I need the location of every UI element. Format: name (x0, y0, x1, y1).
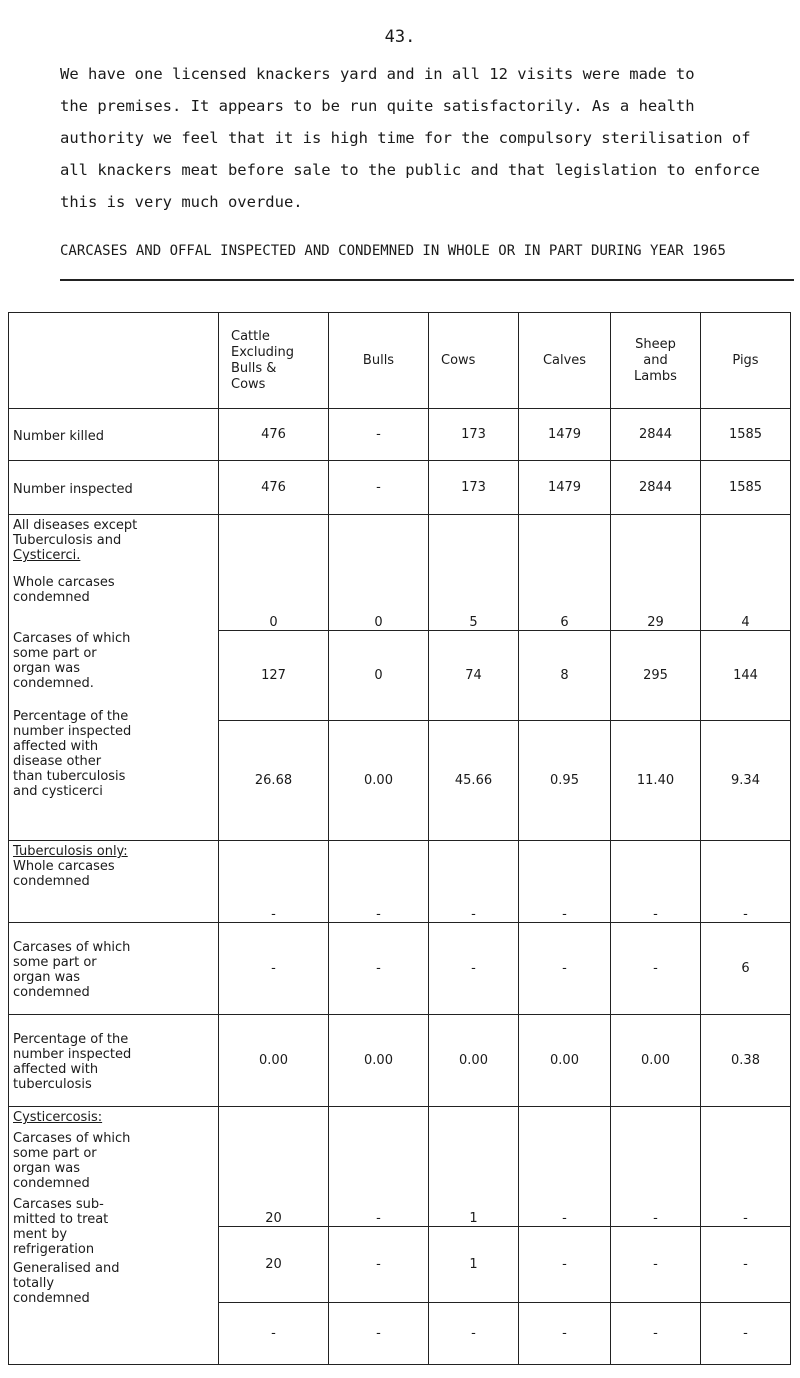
section-cysticercosis (9, 1107, 219, 1365)
label-line: Sheep (635, 336, 676, 352)
label-line: number inspected (13, 1047, 132, 1062)
row-label (13, 1197, 214, 1257)
col-header-cows: Cows (429, 313, 519, 409)
table-cell: 8 (519, 631, 611, 721)
row-all-whole (9, 515, 791, 631)
table-cell: - (701, 841, 791, 923)
label-line: Excluding (231, 344, 295, 360)
label-line: condemned (13, 590, 90, 605)
row-label (13, 709, 214, 799)
row-label (9, 937, 218, 1000)
label-line: Carcases sub- (13, 1197, 104, 1212)
paragraph-line: the premises. It appears to be run quite satisfactorily. As a health (60, 97, 695, 115)
intro-paragraph (60, 58, 800, 218)
table-cell: - (329, 841, 429, 923)
header-row (9, 313, 791, 409)
section-title: Tuberculosis and (13, 533, 122, 548)
table-cell: - (701, 1303, 791, 1365)
row-tb-part (9, 923, 791, 1015)
col-header-sheep (611, 313, 701, 409)
table-cell: - (429, 923, 519, 1015)
label-line: Carcases of which (13, 940, 131, 955)
table-cell: - (329, 923, 429, 1015)
table-cell: 1 (429, 1107, 519, 1227)
label-line: number inspected (13, 724, 132, 739)
table-cell: 9.34 (701, 721, 791, 841)
table-cell: - (219, 1303, 329, 1365)
paragraph-line: this is very much overdue. (60, 193, 303, 211)
row-tb-whole (9, 841, 791, 923)
label-line: condemned (13, 1176, 90, 1191)
col-header-bulls: Bulls (329, 313, 429, 409)
table-cell: 476 (219, 409, 329, 461)
table-cell: 20 (219, 1107, 329, 1227)
label-line: some part or (13, 1146, 97, 1161)
table-cell: - (611, 1107, 701, 1227)
table-cell: - (329, 1227, 429, 1303)
table-cell: - (519, 1227, 611, 1303)
col-header-cattle (219, 313, 329, 409)
label-line: Percentage of the (13, 709, 129, 724)
row-tb-pct (9, 1015, 791, 1107)
label-line: tuberculosis (13, 1077, 92, 1092)
table-cell: - (329, 461, 429, 515)
table-cell: 173 (429, 461, 519, 515)
label-line: and (643, 352, 668, 368)
label-line: Percentage of the (13, 1032, 129, 1047)
table-cell: 4 (701, 515, 791, 631)
table-cell: - (429, 841, 519, 923)
table-cell: - (329, 1303, 429, 1365)
table-cell: 45.66 (429, 721, 519, 841)
table-cell: - (611, 1227, 701, 1303)
paragraph-line: We have one licensed knackers yard and in all 12 visits were made to (60, 65, 695, 83)
table-cell: - (329, 409, 429, 461)
label-line: than tuberculosis (13, 769, 126, 784)
heading-rule (60, 279, 794, 281)
label-line: ment by (13, 1227, 68, 1242)
row-cyst-part (9, 1107, 791, 1227)
table-cell: 11.40 (611, 721, 701, 841)
carcases-table (8, 312, 791, 1365)
label-line: Generalised and (13, 1261, 120, 1276)
label-line: Carcases of which (13, 631, 131, 646)
row-label (13, 859, 214, 889)
table-cell: 5 (429, 515, 519, 631)
label-line: affected with (13, 739, 99, 754)
section-title: Cysticerci. (13, 548, 81, 563)
label-line: condemned (13, 874, 90, 889)
label-line: Cows (231, 376, 266, 392)
label-line: Whole carcases (13, 859, 115, 874)
label-line: Lambs (634, 368, 677, 384)
table-cell: - (611, 841, 701, 923)
table-cell: - (701, 1107, 791, 1227)
label-line: affected with (13, 1062, 99, 1077)
label-line: organ was (13, 1161, 81, 1176)
table-cell: 1479 (519, 461, 611, 515)
table-cell: 0.00 (519, 1015, 611, 1107)
table-cell: - (519, 841, 611, 923)
table-cell: - (219, 841, 329, 923)
table-cell: 1585 (701, 461, 791, 515)
label-line: organ was (13, 970, 81, 985)
label-line: Cattle (231, 328, 270, 344)
table-cell: - (329, 1107, 429, 1227)
table-cell: 2844 (611, 409, 701, 461)
row-label: Number killed (13, 428, 104, 444)
label-line: some part or (13, 646, 97, 661)
table-cell: 173 (429, 409, 519, 461)
row-label (13, 1261, 214, 1306)
table-cell: 6 (519, 515, 611, 631)
col-header-calves: Calves (519, 313, 611, 409)
label-line: Whole carcases (13, 575, 115, 590)
row-label (13, 575, 214, 605)
row-label (13, 1131, 214, 1191)
table-cell: 0 (329, 515, 429, 631)
table-cell: 1479 (519, 409, 611, 461)
table-cell: - (611, 1303, 701, 1365)
table-cell: - (429, 1303, 519, 1365)
row-number-inspected (9, 461, 791, 515)
section-title: Tuberculosis only: (13, 844, 128, 859)
table-cell: 0.00 (219, 1015, 329, 1107)
label-line: Bulls & (231, 360, 277, 376)
paragraph-line: all knackers meat before sale to the public and that legislation to enforce (60, 161, 760, 179)
table-cell: 2844 (611, 461, 701, 515)
table-cell: 0 (219, 515, 329, 631)
row-label (13, 631, 214, 691)
label-line: condemned (13, 985, 90, 1000)
table-cell: - (701, 1227, 791, 1303)
table-cell: 0 (329, 631, 429, 721)
table-cell: 1585 (701, 409, 791, 461)
col-header-pigs: Pigs (701, 313, 791, 409)
table-cell: 29 (611, 515, 701, 631)
label-line: mitted to treat (13, 1212, 109, 1227)
table-cell: 0.38 (701, 1015, 791, 1107)
section-all-diseases (9, 515, 219, 841)
table-cell: 0.00 (329, 721, 429, 841)
table-cell: 127 (219, 631, 329, 721)
table-heading: CARCASES AND OFFAL INSPECTED AND CONDEMNED IN WHOLE OR IN PART DURING YEAR 1965 (60, 243, 726, 259)
label-line: totally (13, 1276, 55, 1291)
label-line: disease other (13, 754, 102, 769)
row-label: Number inspected (13, 481, 133, 497)
page-number: 43. (384, 27, 416, 47)
table-cell: - (519, 1303, 611, 1365)
table-cell: 20 (219, 1227, 329, 1303)
table-cell: - (519, 1107, 611, 1227)
table-cell: 0.00 (329, 1015, 429, 1107)
table-cell: 295 (611, 631, 701, 721)
row-number-killed (9, 409, 791, 461)
table-cell: - (219, 923, 329, 1015)
row-label (9, 1029, 218, 1092)
table-cell: 0.00 (611, 1015, 701, 1107)
paragraph-line: authority we feel that it is high time for the compulsory sterilisation of (60, 129, 751, 147)
label-line: and cysticerci (13, 784, 103, 799)
table-cell: 0.95 (519, 721, 611, 841)
table-cell: 0.00 (429, 1015, 519, 1107)
label-line: condemned. (13, 676, 94, 691)
label-line: refrigeration (13, 1242, 95, 1257)
table-cell: 26.68 (219, 721, 329, 841)
corner-cell (9, 313, 219, 409)
label-line: condemned (13, 1291, 90, 1306)
table-cell: 74 (429, 631, 519, 721)
table-cell: 144 (701, 631, 791, 721)
table-cell: 476 (219, 461, 329, 515)
table-cell: 1 (429, 1227, 519, 1303)
label-line: organ was (13, 661, 81, 676)
table-cell: - (519, 923, 611, 1015)
section-title: Cysticercosis: (13, 1110, 103, 1125)
label-line: Carcases of which (13, 1131, 131, 1146)
label-line: some part or (13, 955, 97, 970)
table-cell: - (611, 923, 701, 1015)
table-cell: 6 (701, 923, 791, 1015)
section-title: All diseases except (13, 518, 138, 533)
